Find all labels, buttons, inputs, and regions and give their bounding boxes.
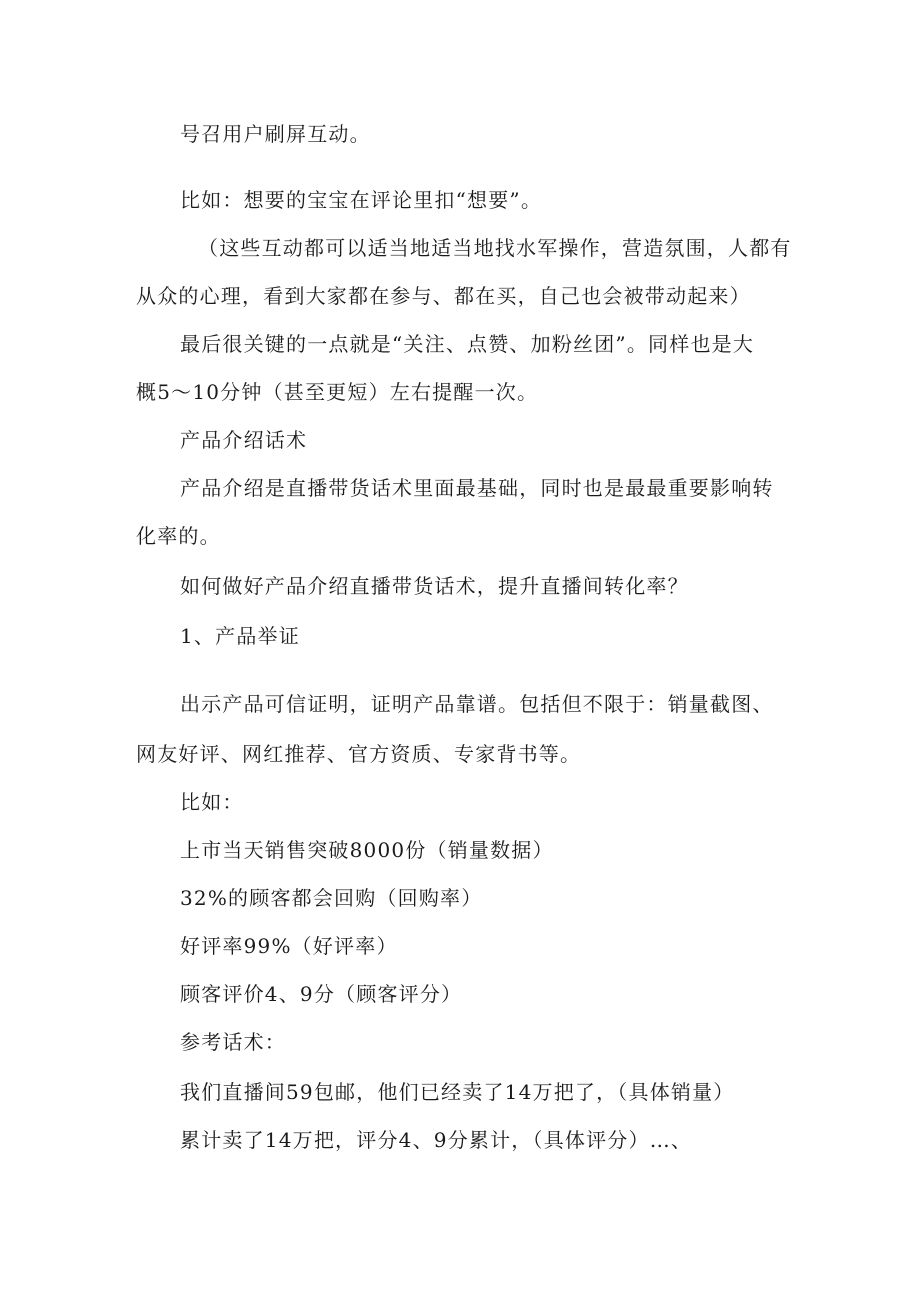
subsection-heading: 1、产品举证 <box>180 624 300 648</box>
list-item: 好评率99%（好评率） <box>180 934 398 958</box>
list-item: 32%的顾客都会回购（回购率） <box>180 886 483 910</box>
paragraph-line: 出示产品可信证明，证明产品靠谱。包括但不限于：销量截图、 <box>180 692 774 716</box>
paragraph-line: 累计卖了14万把，评分4、9分累计，（具体评分）…、 <box>180 1128 693 1152</box>
paragraph-line: 概5～10分钟（甚至更短）左右提醒一次。 <box>136 380 539 404</box>
paragraph-line: 产品介绍是直播带货话术里面最基础，同时也是最最重要影响转 <box>180 476 774 500</box>
paragraph-line: 如何做好产品介绍直播带货话术，提升直播间转化率？ <box>180 574 689 598</box>
paragraph-line: 化率的。 <box>136 524 221 548</box>
paragraph-line: 比如： <box>180 790 244 814</box>
paragraph-line: 最后很关键的一点就是“关注、点赞、加粉丝团”。同样也是大 <box>180 332 755 356</box>
paragraph-line: 从众的心理，看到大家都在参与、都在买，自己也会被带动起来） <box>136 284 751 308</box>
list-item: 顾客评价4、9分（顾客评分） <box>180 982 463 1006</box>
paragraph-line: 号召用户刷屏互动。 <box>180 122 371 146</box>
section-heading: 产品介绍话术 <box>180 428 308 452</box>
paragraph-line: 比如：想要的宝宝在评论里扣“想要”。 <box>180 188 543 212</box>
paragraph-line: （这些互动都可以适当地适当地找水军操作，营造氛围，人都有 <box>198 236 792 260</box>
list-item: 上市当天销售突破8000份（销量数据） <box>180 838 554 862</box>
paragraph-line: 网友好评、网红推荐、官方资质、专家背书等。 <box>136 742 582 766</box>
paragraph-line: 我们直播间59包邮，他们已经卖了14万把了，（具体销量） <box>180 1080 735 1104</box>
paragraph-line: 参考话术： <box>180 1030 286 1054</box>
